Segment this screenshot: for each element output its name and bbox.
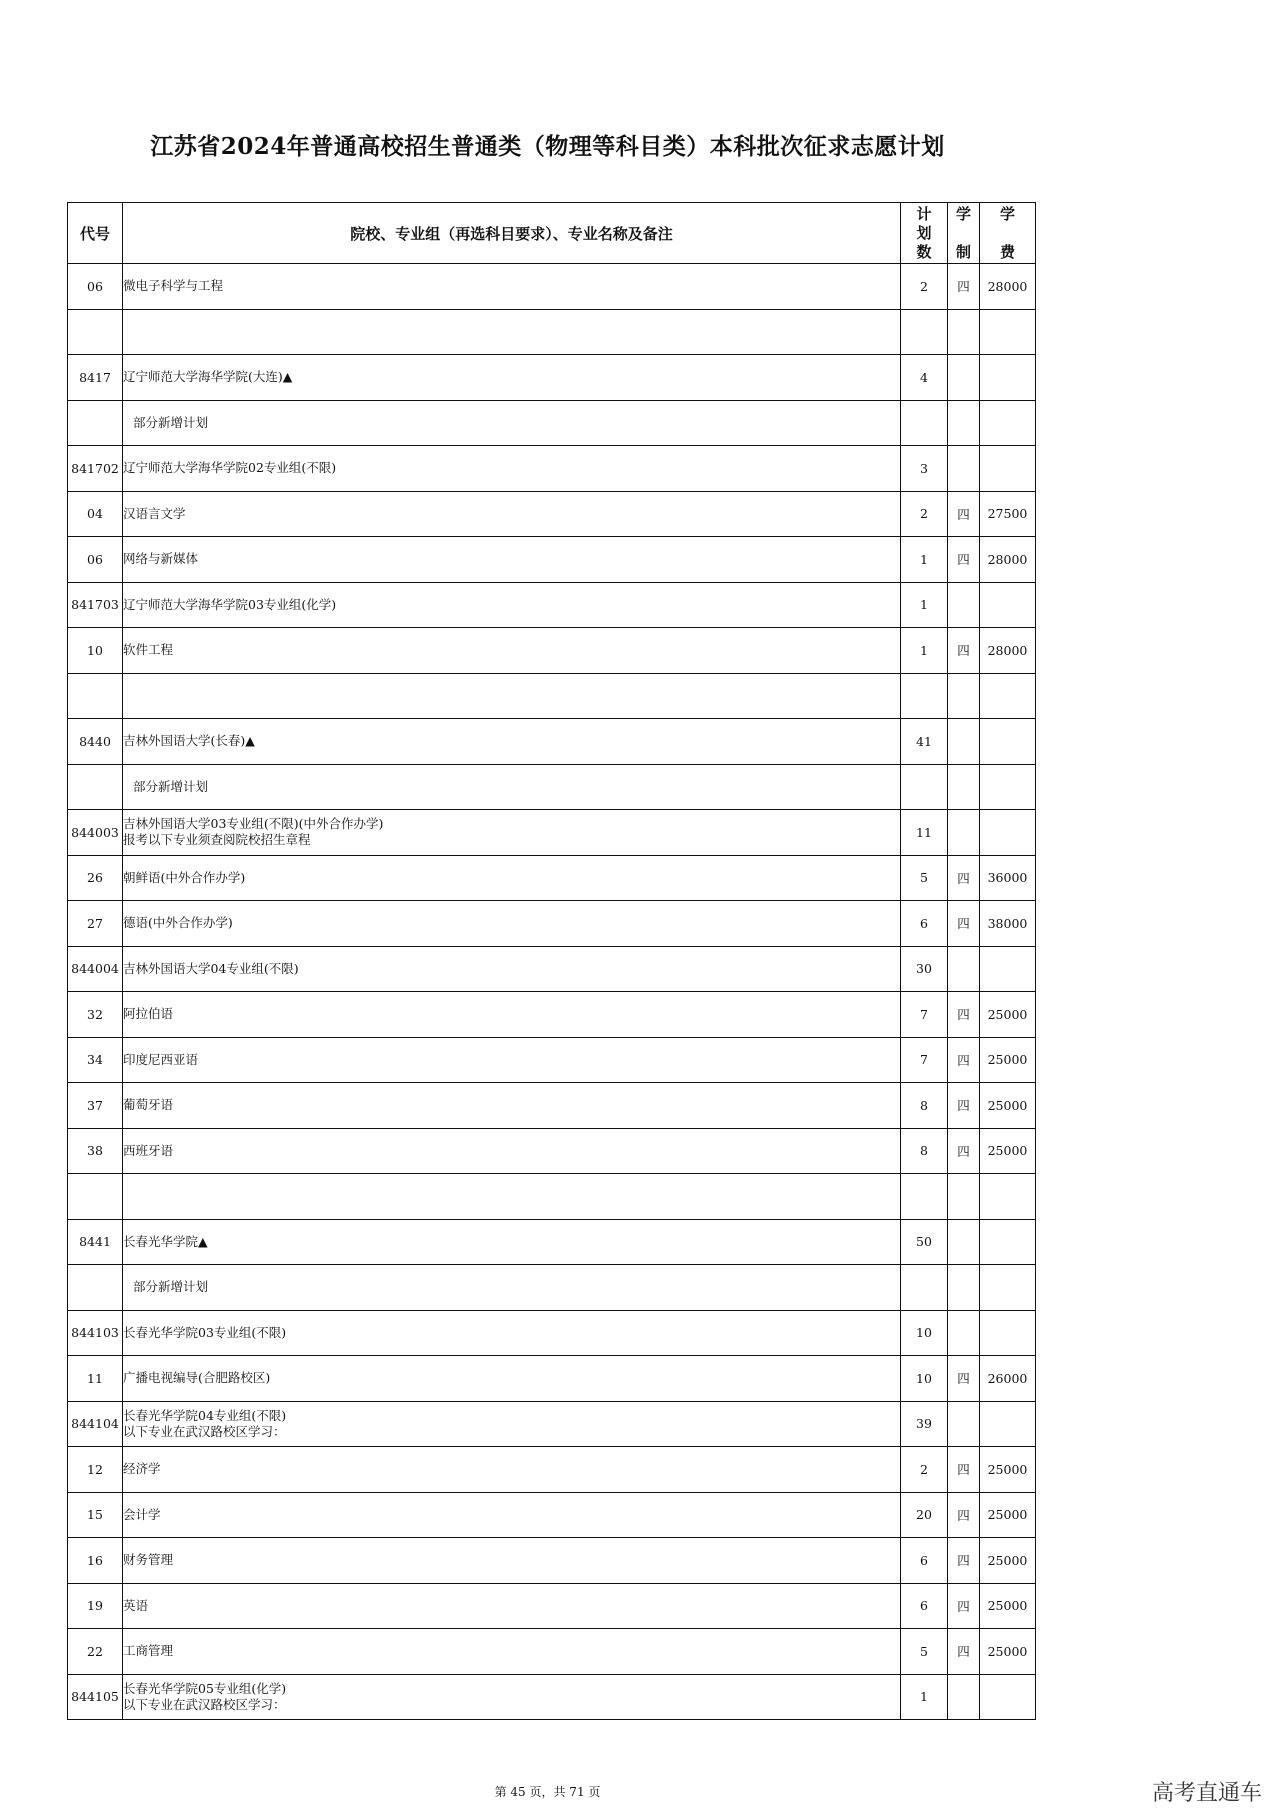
row-plan-count: 1 [901, 1674, 948, 1720]
row-name-line: 广播电视编导(合肥路校区) [123, 1370, 271, 1386]
table-row [68, 673, 1036, 719]
table-header-row [68, 203, 1036, 264]
row-fee: 25000 [980, 992, 1036, 1038]
row-code: 27 [68, 901, 123, 947]
row-name-line: 微电子科学与工程 [123, 278, 224, 294]
table-row [68, 309, 1036, 355]
row-fee [980, 1310, 1036, 1356]
row-name-line: 长春光华学院▲ [123, 1233, 208, 1249]
row-plan-count: 1 [901, 628, 948, 674]
row-name [123, 1492, 901, 1538]
row-name-line: 辽宁师范大学海华学院02专业组(不限) [123, 460, 337, 476]
row-name [123, 1310, 901, 1356]
row-years [948, 764, 980, 810]
row-years [948, 673, 980, 719]
row-code [68, 673, 123, 719]
row-plan-count [901, 309, 948, 355]
row-name [123, 1356, 901, 1402]
table-row [68, 264, 1036, 310]
row-name-line: 长春光华学院03专业组(不限) [123, 1324, 287, 1340]
header-plan [901, 203, 948, 264]
row-plan-count: 50 [901, 1219, 948, 1265]
header-plan-char: 划 [916, 223, 932, 242]
row-name [123, 628, 901, 674]
row-fee [980, 1674, 1036, 1720]
table-row [68, 1447, 1036, 1493]
table-row [68, 491, 1036, 537]
row-name [123, 901, 901, 947]
row-code: 844103 [68, 1310, 123, 1356]
row-name-subline: 报考以下专业须查阅院校招生章程 [123, 832, 311, 848]
table-row [68, 810, 1036, 856]
table-row [68, 1492, 1036, 1538]
row-fee [980, 946, 1036, 992]
row-years [948, 1310, 980, 1356]
row-name [123, 855, 901, 901]
row-code [68, 400, 123, 446]
row-code: 844105 [68, 1674, 123, 1720]
row-name-line: 工商管理 [123, 1643, 174, 1659]
row-code: 10 [68, 628, 123, 674]
row-plan-count: 7 [901, 992, 948, 1038]
row-plan-count: 2 [901, 1447, 948, 1493]
table-row [68, 992, 1036, 1038]
row-plan-count [901, 400, 948, 446]
table-row [68, 901, 1036, 947]
row-code [68, 1265, 123, 1311]
row-code: 34 [68, 1037, 123, 1083]
row-years [948, 582, 980, 628]
row-years: 四 [948, 1037, 980, 1083]
row-name [123, 309, 901, 355]
row-plan-count: 5 [901, 855, 948, 901]
table-row [68, 446, 1036, 492]
row-plan-count: 10 [901, 1356, 948, 1402]
table-row [68, 1174, 1036, 1220]
row-years [948, 355, 980, 401]
row-years [948, 309, 980, 355]
row-code: 38 [68, 1128, 123, 1174]
row-years: 四 [948, 264, 980, 310]
row-plan-count: 11 [901, 810, 948, 856]
row-name-line: 印度尼西亚语 [123, 1051, 199, 1067]
row-years [948, 446, 980, 492]
row-name [123, 673, 901, 719]
row-years [948, 400, 980, 446]
table-row [68, 1401, 1036, 1447]
row-code: 844004 [68, 946, 123, 992]
row-code: 19 [68, 1583, 123, 1629]
row-plan-count: 39 [901, 1401, 948, 1447]
row-code: 06 [68, 537, 123, 583]
row-fee [980, 719, 1036, 765]
row-fee: 25000 [980, 1128, 1036, 1174]
row-plan-count: 20 [901, 1492, 948, 1538]
row-years: 四 [948, 537, 980, 583]
header-fee-char: 费 [999, 242, 1015, 261]
header-plan-char: 计 [916, 204, 932, 223]
row-years: 四 [948, 901, 980, 947]
table-row [68, 582, 1036, 628]
row-name [123, 1174, 901, 1220]
row-name-subline: 以下专业在武汉路校区学习： [123, 1423, 286, 1439]
page-title: 江苏省2024年普通高校招生普通类（物理等科目类）本科批次征求志愿计划 [150, 133, 945, 160]
header-code: 代号 [68, 203, 123, 264]
row-fee [980, 1401, 1036, 1447]
row-fee [980, 1265, 1036, 1311]
row-years: 四 [948, 1128, 980, 1174]
header-years-char: 学 [955, 204, 971, 223]
row-fee: 28000 [980, 537, 1036, 583]
row-plan-count: 8 [901, 1083, 948, 1129]
row-years: 四 [948, 1356, 980, 1402]
table-row [68, 1037, 1036, 1083]
row-name [123, 1219, 901, 1265]
row-name-line: 网络与新媒体 [123, 551, 199, 567]
row-plan-count [901, 764, 948, 810]
row-years: 四 [948, 1583, 980, 1629]
row-name [123, 1447, 901, 1493]
row-code: 32 [68, 992, 123, 1038]
row-code: 8440 [68, 719, 123, 765]
row-name-line: 汉语言文学 [123, 505, 186, 521]
row-plan-count: 1 [901, 537, 948, 583]
row-fee: 38000 [980, 901, 1036, 947]
row-name-line: 吉林外国语大学(长春)▲ [123, 733, 255, 749]
row-fee [980, 764, 1036, 810]
row-name-line: 西班牙语 [123, 1142, 174, 1158]
row-years [948, 1265, 980, 1311]
row-name-line: 英语 [123, 1597, 149, 1613]
row-years: 四 [948, 1629, 980, 1675]
table-row [68, 1629, 1036, 1675]
row-name [123, 810, 901, 856]
row-years: 四 [948, 992, 980, 1038]
row-name-line: 长春光华学院04专业组(不限) [123, 1407, 287, 1423]
row-years [948, 719, 980, 765]
row-plan-count: 1 [901, 582, 948, 628]
row-fee [980, 355, 1036, 401]
row-name [123, 1128, 901, 1174]
page-number: 第 45 页，共 71 页 [494, 1785, 601, 1799]
header-fee [980, 203, 1036, 264]
row-years: 四 [948, 1083, 980, 1129]
row-years: 四 [948, 1492, 980, 1538]
row-fee [980, 582, 1036, 628]
table-row [68, 1083, 1036, 1129]
row-name-line: 阿拉伯语 [123, 1006, 174, 1022]
row-plan-count: 7 [901, 1037, 948, 1083]
row-name-line: 部分新增计划 [133, 414, 209, 430]
table-row [68, 355, 1036, 401]
row-name-line: 部分新增计划 [133, 1279, 209, 1295]
row-name-line: 朝鲜语(中外合作办学) [123, 869, 246, 885]
row-name-line: 经济学 [123, 1461, 161, 1477]
row-plan-count: 30 [901, 946, 948, 992]
row-fee [980, 810, 1036, 856]
table-row [68, 628, 1036, 674]
row-name-line: 会计学 [123, 1506, 161, 1522]
row-plan-count: 2 [901, 264, 948, 310]
header-fee-char: 学 [999, 204, 1015, 223]
row-fee [980, 309, 1036, 355]
row-name-line: 辽宁师范大学海华学院(大连)▲ [123, 369, 293, 385]
row-plan-count: 2 [901, 491, 948, 537]
row-name-subline: 以下专业在武汉路校区学习： [123, 1696, 286, 1712]
row-fee: 25000 [980, 1083, 1036, 1129]
watermark: 高考直通车 [1152, 1781, 1263, 1806]
row-name [123, 719, 901, 765]
row-name-line: 德语(中外合作办学) [123, 915, 233, 931]
row-code: 12 [68, 1447, 123, 1493]
enrollment-plan-table [67, 202, 1036, 1720]
row-code: 844003 [68, 810, 123, 856]
row-code: 26 [68, 855, 123, 901]
header-years-char: 制 [955, 242, 971, 261]
table-row [68, 764, 1036, 810]
row-plan-count [901, 1174, 948, 1220]
table-row [68, 1583, 1036, 1629]
header-name: 院校、专业组（再选科目要求）、专业名称及备注 [123, 203, 901, 264]
row-fee: 25000 [980, 1037, 1036, 1083]
row-plan-count: 4 [901, 355, 948, 401]
row-years [948, 1401, 980, 1447]
row-fee: 28000 [980, 628, 1036, 674]
row-code: 04 [68, 491, 123, 537]
row-code [68, 1174, 123, 1220]
row-name [123, 491, 901, 537]
header-years [948, 203, 980, 264]
row-name [123, 1583, 901, 1629]
row-code: 15 [68, 1492, 123, 1538]
row-fee: 26000 [980, 1356, 1036, 1402]
row-fee [980, 446, 1036, 492]
row-name [123, 582, 901, 628]
table-row [68, 1356, 1036, 1402]
row-name [123, 400, 901, 446]
table-row [68, 1265, 1036, 1311]
row-name [123, 446, 901, 492]
row-name [123, 264, 901, 310]
table-row [68, 1128, 1036, 1174]
row-fee: 25000 [980, 1447, 1036, 1493]
row-code: 06 [68, 264, 123, 310]
header-plan-char: 数 [916, 242, 932, 261]
row-name-line: 长春光华学院05专业组(化学) [123, 1680, 287, 1696]
row-code: 841703 [68, 582, 123, 628]
row-name-line: 财务管理 [123, 1552, 174, 1568]
row-years [948, 810, 980, 856]
row-name [123, 946, 901, 992]
row-plan-count [901, 673, 948, 719]
row-fee: 28000 [980, 264, 1036, 310]
row-name [123, 992, 901, 1038]
row-name [123, 1401, 901, 1447]
row-code: 37 [68, 1083, 123, 1129]
row-fee: 25000 [980, 1492, 1036, 1538]
row-plan-count: 5 [901, 1629, 948, 1675]
row-name [123, 537, 901, 583]
row-name [123, 1674, 901, 1720]
row-code: 844104 [68, 1401, 123, 1447]
row-name [123, 1538, 901, 1584]
row-code [68, 309, 123, 355]
table-row [68, 1674, 1036, 1720]
table-row [68, 1310, 1036, 1356]
row-plan-count: 41 [901, 719, 948, 765]
table-row [68, 1538, 1036, 1584]
row-years: 四 [948, 1538, 980, 1584]
row-plan-count: 6 [901, 1538, 948, 1584]
row-years [948, 1674, 980, 1720]
row-fee [980, 673, 1036, 719]
table-row [68, 1219, 1036, 1265]
row-code: 11 [68, 1356, 123, 1402]
table-row [68, 719, 1036, 765]
row-fee: 25000 [980, 1538, 1036, 1584]
row-name-line: 吉林外国语大学04专业组(不限) [123, 960, 299, 976]
row-name [123, 1265, 901, 1311]
table-row [68, 946, 1036, 992]
row-plan-count: 6 [901, 901, 948, 947]
row-fee: 25000 [980, 1583, 1036, 1629]
row-fee: 27500 [980, 491, 1036, 537]
row-fee: 36000 [980, 855, 1036, 901]
row-name-line: 吉林外国语大学03专业组(不限)(中外合作办学) [123, 816, 384, 832]
row-code: 8417 [68, 355, 123, 401]
row-code: 22 [68, 1629, 123, 1675]
row-name [123, 764, 901, 810]
row-years: 四 [948, 628, 980, 674]
row-fee: 25000 [980, 1629, 1036, 1675]
row-name [123, 355, 901, 401]
table-row [68, 855, 1036, 901]
row-name [123, 1083, 901, 1129]
row-name-line: 软件工程 [123, 642, 174, 658]
row-code: 8441 [68, 1219, 123, 1265]
row-plan-count [901, 1265, 948, 1311]
row-years: 四 [948, 855, 980, 901]
row-years [948, 1174, 980, 1220]
row-code: 16 [68, 1538, 123, 1584]
row-code: 841702 [68, 446, 123, 492]
row-plan-count: 3 [901, 446, 948, 492]
row-years: 四 [948, 491, 980, 537]
row-fee [980, 1219, 1036, 1265]
row-plan-count: 6 [901, 1583, 948, 1629]
row-fee [980, 400, 1036, 446]
row-name-line: 部分新增计划 [133, 778, 209, 794]
row-plan-count: 10 [901, 1310, 948, 1356]
table-row [68, 400, 1036, 446]
row-name [123, 1629, 901, 1675]
row-code [68, 764, 123, 810]
row-years [948, 1219, 980, 1265]
row-name-line: 辽宁师范大学海华学院03专业组(化学) [123, 596, 337, 612]
row-fee [980, 1174, 1036, 1220]
row-years [948, 946, 980, 992]
row-plan-count: 8 [901, 1128, 948, 1174]
row-name-line: 葡萄牙语 [123, 1097, 174, 1113]
row-years: 四 [948, 1447, 980, 1493]
row-name [123, 1037, 901, 1083]
table-row [68, 537, 1036, 583]
